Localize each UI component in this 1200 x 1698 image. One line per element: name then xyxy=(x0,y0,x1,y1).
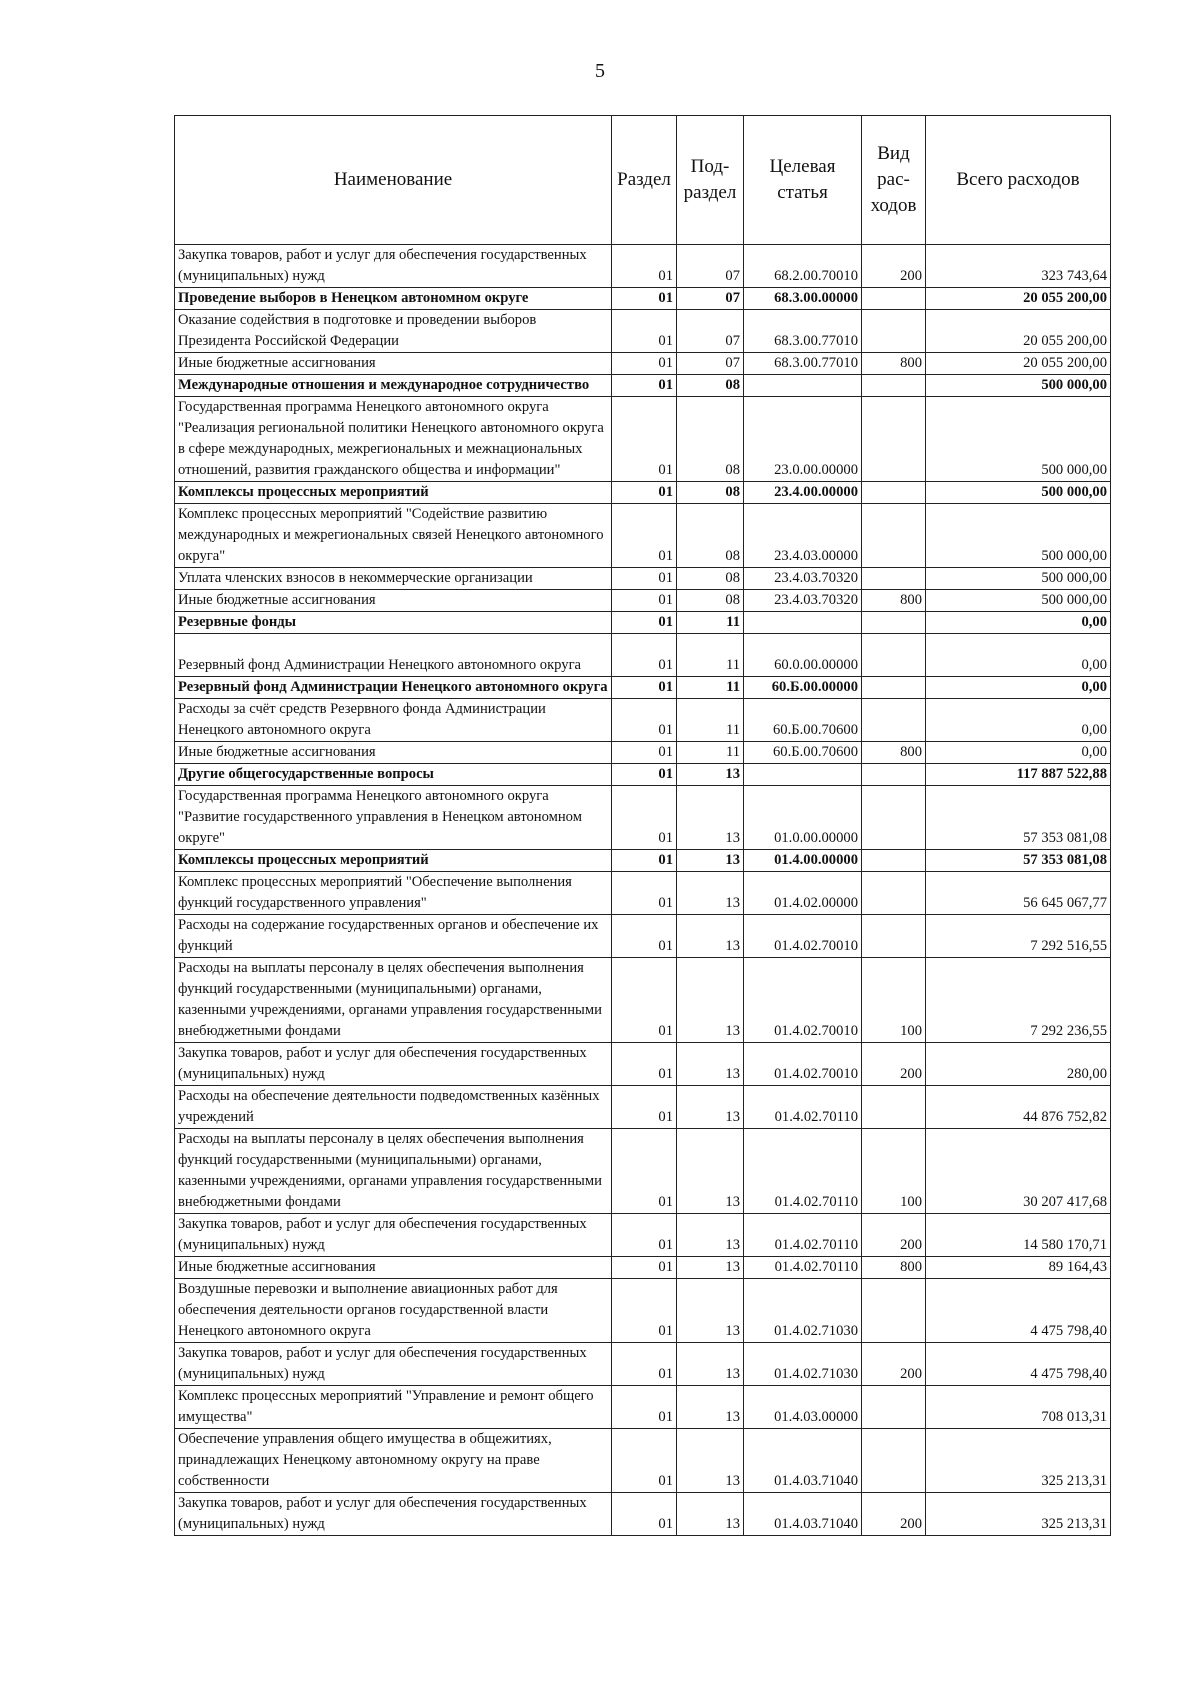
cell-total: 0,00 xyxy=(926,634,1111,677)
cell-type xyxy=(862,764,926,786)
cell-target: 01.4.02.70110 xyxy=(744,1257,862,1279)
cell-target: 68.3.00.77010 xyxy=(744,310,862,353)
cell-total: 57 353 081,08 xyxy=(926,850,1111,872)
cell-name: Государственная программа Ненецкого автономного округа "Развитие государственного управления в Ненецком автономном округе" xyxy=(175,786,612,850)
cell-name: Закупка товаров, работ и услуг для обеспечения государственных (муниципальных) нужд xyxy=(175,1043,612,1086)
cell-target: 01.4.00.00000 xyxy=(744,850,862,872)
cell-type: 200 xyxy=(862,245,926,288)
cell-name: Иные бюджетные ассигнования xyxy=(175,353,612,375)
cell-subsection: 13 xyxy=(677,1129,744,1214)
cell-target: 01.4.03.00000 xyxy=(744,1386,862,1429)
cell-total: 20 055 200,00 xyxy=(926,310,1111,353)
cell-type: 200 xyxy=(862,1214,926,1257)
cell-type xyxy=(862,677,926,699)
cell-section: 01 xyxy=(612,786,677,850)
cell-type: 200 xyxy=(862,1043,926,1086)
cell-name: Закупка товаров, работ и услуг для обеспечения государственных (муниципальных) нужд xyxy=(175,1493,612,1536)
table-row xyxy=(175,288,1111,310)
table-row xyxy=(175,568,1111,590)
cell-name: Иные бюджетные ассигнования xyxy=(175,742,612,764)
cell-section: 01 xyxy=(612,590,677,612)
cell-target xyxy=(744,375,862,397)
cell-name: Обеспечение управления общего имущества в общежитиях, принадлежащих Ненецкому автономному округу на праве собственности xyxy=(175,1429,612,1493)
cell-section: 01 xyxy=(612,612,677,634)
cell-name: Воздушные перевозки и выполнение авиационных работ для обеспечения деятельности органов государственной власти Ненецкого автономного округа xyxy=(175,1279,612,1343)
cell-subsection: 13 xyxy=(677,872,744,915)
table-row xyxy=(175,1043,1111,1086)
cell-name: Закупка товаров, работ и услуг для обеспечения государственных (муниципальных) нужд xyxy=(175,245,612,288)
cell-type xyxy=(862,850,926,872)
cell-target xyxy=(744,764,862,786)
cell-name: Резервные фонды xyxy=(175,612,612,634)
cell-subsection: 08 xyxy=(677,397,744,482)
cell-name: Комплексы процессных мероприятий xyxy=(175,482,612,504)
table-row xyxy=(175,764,1111,786)
cell-type xyxy=(862,634,926,677)
cell-total: 117 887 522,88 xyxy=(926,764,1111,786)
cell-total: 44 876 752,82 xyxy=(926,1086,1111,1129)
header-total xyxy=(926,116,1111,245)
cell-type: 200 xyxy=(862,1343,926,1386)
cell-type xyxy=(862,1279,926,1343)
cell-target: 60.Б.00.70600 xyxy=(744,742,862,764)
cell-section: 01 xyxy=(612,1214,677,1257)
cell-target: 68.3.00.77010 xyxy=(744,353,862,375)
cell-target: 60.Б.00.00000 xyxy=(744,677,862,699)
cell-subsection: 13 xyxy=(677,1386,744,1429)
cell-type: 800 xyxy=(862,590,926,612)
table-row xyxy=(175,245,1111,288)
cell-subsection: 07 xyxy=(677,310,744,353)
header-section-text: Раздел xyxy=(617,169,671,190)
cell-type xyxy=(862,482,926,504)
cell-subsection: 08 xyxy=(677,375,744,397)
table-row xyxy=(175,1257,1111,1279)
cell-section: 01 xyxy=(612,699,677,742)
cell-subsection: 13 xyxy=(677,915,744,958)
cell-subsection: 13 xyxy=(677,1043,744,1086)
cell-total: 57 353 081,08 xyxy=(926,786,1111,850)
cell-name: Закупка товаров, работ и услуг для обеспечения государственных (муниципальных) нужд xyxy=(175,1214,612,1257)
cell-name: Расходы на выплаты персоналу в целях обеспечения выполнения функций государственными (муниципальными) органами, казенными учреждениями, органами управления государственными внебюджетными фондами xyxy=(175,958,612,1043)
table-row xyxy=(175,677,1111,699)
cell-type xyxy=(862,699,926,742)
cell-section: 01 xyxy=(612,1386,677,1429)
table-row xyxy=(175,1493,1111,1536)
cell-section: 01 xyxy=(612,375,677,397)
table-row xyxy=(175,850,1111,872)
cell-total: 14 580 170,71 xyxy=(926,1214,1111,1257)
cell-subsection: 11 xyxy=(677,742,744,764)
cell-type xyxy=(862,504,926,568)
header-section xyxy=(612,116,677,245)
cell-target xyxy=(744,612,862,634)
cell-type xyxy=(862,375,926,397)
table-row xyxy=(175,742,1111,764)
cell-subsection: 13 xyxy=(677,1493,744,1536)
cell-section: 01 xyxy=(612,568,677,590)
cell-name: Проведение выборов в Ненецком автономном округе xyxy=(175,288,612,310)
cell-target: 68.3.00.00000 xyxy=(744,288,862,310)
cell-target: 01.4.02.70010 xyxy=(744,958,862,1043)
cell-subsection: 07 xyxy=(677,288,744,310)
table-row xyxy=(175,612,1111,634)
cell-subsection: 13 xyxy=(677,1429,744,1493)
header-name-text: Наименование xyxy=(333,169,453,190)
cell-total: 325 213,31 xyxy=(926,1493,1111,1536)
table-row xyxy=(175,482,1111,504)
cell-target: 01.4.02.70010 xyxy=(744,915,862,958)
cell-name: Комплекс процессных мероприятий "Содействие развитию международных и межрегиональных связей Ненецкого автономного округа" xyxy=(175,504,612,568)
cell-target: 23.4.00.00000 xyxy=(744,482,862,504)
page-number: 5 xyxy=(595,60,605,82)
cell-name: Другие общегосударственные вопросы xyxy=(175,764,612,786)
table-row xyxy=(175,397,1111,482)
cell-total: 500 000,00 xyxy=(926,568,1111,590)
cell-section: 01 xyxy=(612,1429,677,1493)
cell-subsection: 13 xyxy=(677,1214,744,1257)
cell-total: 20 055 200,00 xyxy=(926,288,1111,310)
cell-total: 4 475 798,40 xyxy=(926,1279,1111,1343)
cell-section: 01 xyxy=(612,958,677,1043)
cell-section: 01 xyxy=(612,634,677,677)
cell-subsection: 13 xyxy=(677,958,744,1043)
cell-name: Резервный фонд Администрации Ненецкого автономного округа xyxy=(175,634,612,677)
cell-section: 01 xyxy=(612,764,677,786)
table-row xyxy=(175,1129,1111,1214)
cell-total: 325 213,31 xyxy=(926,1429,1111,1493)
cell-total: 4 475 798,40 xyxy=(926,1343,1111,1386)
cell-target: 01.4.02.71030 xyxy=(744,1343,862,1386)
cell-name: Расходы на содержание государственных органов и обеспечение их функций xyxy=(175,915,612,958)
cell-subsection: 07 xyxy=(677,245,744,288)
cell-subsection: 07 xyxy=(677,353,744,375)
cell-target: 01.4.02.71030 xyxy=(744,1279,862,1343)
table-row xyxy=(175,915,1111,958)
table-row xyxy=(175,1386,1111,1429)
cell-target: 60.0.00.00000 xyxy=(744,634,862,677)
cell-subsection: 13 xyxy=(677,1086,744,1129)
cell-type xyxy=(862,568,926,590)
cell-type: 200 xyxy=(862,1493,926,1536)
cell-name: Иные бюджетные ассигнования xyxy=(175,1257,612,1279)
cell-section: 01 xyxy=(612,1493,677,1536)
cell-type xyxy=(862,310,926,353)
cell-subsection: 08 xyxy=(677,568,744,590)
cell-subsection: 11 xyxy=(677,699,744,742)
cell-type xyxy=(862,915,926,958)
cell-subsection: 11 xyxy=(677,677,744,699)
table-row xyxy=(175,958,1111,1043)
cell-type: 100 xyxy=(862,1129,926,1214)
cell-target: 60.Б.00.70600 xyxy=(744,699,862,742)
table-row xyxy=(175,504,1111,568)
cell-section: 01 xyxy=(612,742,677,764)
cell-name: Иные бюджетные ассигнования xyxy=(175,590,612,612)
cell-target: 23.0.00.00000 xyxy=(744,397,862,482)
cell-target: 23.4.03.70320 xyxy=(744,568,862,590)
cell-total: 7 292 516,55 xyxy=(926,915,1111,958)
cell-section: 01 xyxy=(612,850,677,872)
cell-total: 323 743,64 xyxy=(926,245,1111,288)
cell-target: 01.4.02.70110 xyxy=(744,1086,862,1129)
cell-name: Оказание содействия в подготовке и проведении выборов Президента Российской Федерации xyxy=(175,310,612,353)
cell-total: 500 000,00 xyxy=(926,482,1111,504)
table-row xyxy=(175,1214,1111,1257)
cell-section: 01 xyxy=(612,397,677,482)
table-row xyxy=(175,1429,1111,1493)
cell-total: 280,00 xyxy=(926,1043,1111,1086)
cell-section: 01 xyxy=(612,1086,677,1129)
cell-type xyxy=(862,288,926,310)
cell-target: 01.4.03.71040 xyxy=(744,1493,862,1536)
cell-section: 01 xyxy=(612,1129,677,1214)
cell-name: Комплекс процессных мероприятий "Управление и ремонт общего имущества" xyxy=(175,1386,612,1429)
cell-target: 01.4.02.70110 xyxy=(744,1129,862,1214)
cell-subsection: 13 xyxy=(677,1257,744,1279)
header-type xyxy=(862,116,926,245)
cell-total: 30 207 417,68 xyxy=(926,1129,1111,1214)
cell-section: 01 xyxy=(612,915,677,958)
cell-total: 7 292 236,55 xyxy=(926,958,1111,1043)
table-row xyxy=(175,699,1111,742)
table-row xyxy=(175,872,1111,915)
cell-total: 0,00 xyxy=(926,677,1111,699)
cell-subsection: 08 xyxy=(677,590,744,612)
cell-name: Комплекс процессных мероприятий "Обеспечение выполнения функций государственного управления" xyxy=(175,872,612,915)
table-row xyxy=(175,590,1111,612)
cell-type: 800 xyxy=(862,1257,926,1279)
cell-total: 20 055 200,00 xyxy=(926,353,1111,375)
cell-target: 01.0.00.00000 xyxy=(744,786,862,850)
cell-total: 500 000,00 xyxy=(926,504,1111,568)
cell-name: Международные отношения и международное сотрудничество xyxy=(175,375,612,397)
cell-name: Резервный фонд Администрации Ненецкого автономного округа xyxy=(175,677,612,699)
budget-table xyxy=(174,115,1111,1536)
cell-target: 01.4.02.70010 xyxy=(744,1043,862,1086)
cell-total: 56 645 067,77 xyxy=(926,872,1111,915)
cell-target: 23.4.03.70320 xyxy=(744,590,862,612)
cell-name: Государственная программа Ненецкого автономного округа "Реализация региональной политики Ненецкого автономного округа в сфере международных, межрегиональных и межнациональных отношений, развития гражданского общества и информации" xyxy=(175,397,612,482)
cell-subsection: 08 xyxy=(677,504,744,568)
header-subsection-text: Под- раздел xyxy=(683,156,737,203)
cell-section: 01 xyxy=(612,677,677,699)
cell-subsection: 13 xyxy=(677,1279,744,1343)
cell-target: 01.4.02.00000 xyxy=(744,872,862,915)
cell-type: 100 xyxy=(862,958,926,1043)
cell-section: 01 xyxy=(612,245,677,288)
cell-section: 01 xyxy=(612,1279,677,1343)
cell-total: 500 000,00 xyxy=(926,375,1111,397)
header-type-text: Вид рас- ходов xyxy=(870,143,917,216)
table-row xyxy=(175,310,1111,353)
cell-type xyxy=(862,872,926,915)
table-header-row xyxy=(175,116,1111,245)
cell-subsection: 13 xyxy=(677,764,744,786)
cell-section: 01 xyxy=(612,310,677,353)
cell-subsection: 08 xyxy=(677,482,744,504)
cell-type: 800 xyxy=(862,742,926,764)
cell-total: 89 164,43 xyxy=(926,1257,1111,1279)
cell-name: Расходы на обеспечение деятельности подведомственных казённых учреждений xyxy=(175,1086,612,1129)
cell-section: 01 xyxy=(612,353,677,375)
cell-name: Уплата членских взносов в некоммерческие организации xyxy=(175,568,612,590)
cell-section: 01 xyxy=(612,1257,677,1279)
cell-section: 01 xyxy=(612,872,677,915)
cell-total: 0,00 xyxy=(926,699,1111,742)
cell-subsection: 13 xyxy=(677,850,744,872)
header-target xyxy=(744,116,862,245)
cell-target: 01.4.02.70110 xyxy=(744,1214,862,1257)
cell-name: Расходы на выплаты персоналу в целях обеспечения выполнения функций государственными (муниципальными) органами, казенными учреждениями, органами управления государственными внебюджетными фондами xyxy=(175,1129,612,1214)
table-row xyxy=(175,1343,1111,1386)
table-row xyxy=(175,1086,1111,1129)
cell-total: 708 013,31 xyxy=(926,1386,1111,1429)
cell-type xyxy=(862,1386,926,1429)
cell-type xyxy=(862,786,926,850)
header-target-text: Целевая статья xyxy=(769,156,836,203)
cell-name: Закупка товаров, работ и услуг для обеспечения государственных (муниципальных) нужд xyxy=(175,1343,612,1386)
table-row xyxy=(175,375,1111,397)
cell-name: Комплексы процессных мероприятий xyxy=(175,850,612,872)
cell-total: 0,00 xyxy=(926,742,1111,764)
header-subsection xyxy=(677,116,744,245)
cell-name: Расходы за счёт средств Резервного фонда Администрации Ненецкого автономного округа xyxy=(175,699,612,742)
cell-type xyxy=(862,1086,926,1129)
cell-type xyxy=(862,612,926,634)
cell-section: 01 xyxy=(612,482,677,504)
table-body xyxy=(175,245,1111,1536)
cell-type xyxy=(862,1429,926,1493)
header-total-text: Всего расходов xyxy=(956,169,1080,190)
cell-target: 23.4.03.00000 xyxy=(744,504,862,568)
cell-section: 01 xyxy=(612,288,677,310)
cell-total: 500 000,00 xyxy=(926,590,1111,612)
cell-section: 01 xyxy=(612,1043,677,1086)
header-name xyxy=(175,116,612,245)
cell-subsection: 13 xyxy=(677,786,744,850)
cell-subsection: 13 xyxy=(677,1343,744,1386)
cell-total: 500 000,00 xyxy=(926,397,1111,482)
cell-type xyxy=(862,397,926,482)
cell-target: 68.2.00.70010 xyxy=(744,245,862,288)
table-row xyxy=(175,634,1111,677)
table-row xyxy=(175,786,1111,850)
cell-subsection: 11 xyxy=(677,634,744,677)
cell-target: 01.4.03.71040 xyxy=(744,1429,862,1493)
cell-type: 800 xyxy=(862,353,926,375)
cell-total: 0,00 xyxy=(926,612,1111,634)
cell-section: 01 xyxy=(612,504,677,568)
table-row xyxy=(175,353,1111,375)
cell-section: 01 xyxy=(612,1343,677,1386)
cell-subsection: 11 xyxy=(677,612,744,634)
table-row xyxy=(175,1279,1111,1343)
